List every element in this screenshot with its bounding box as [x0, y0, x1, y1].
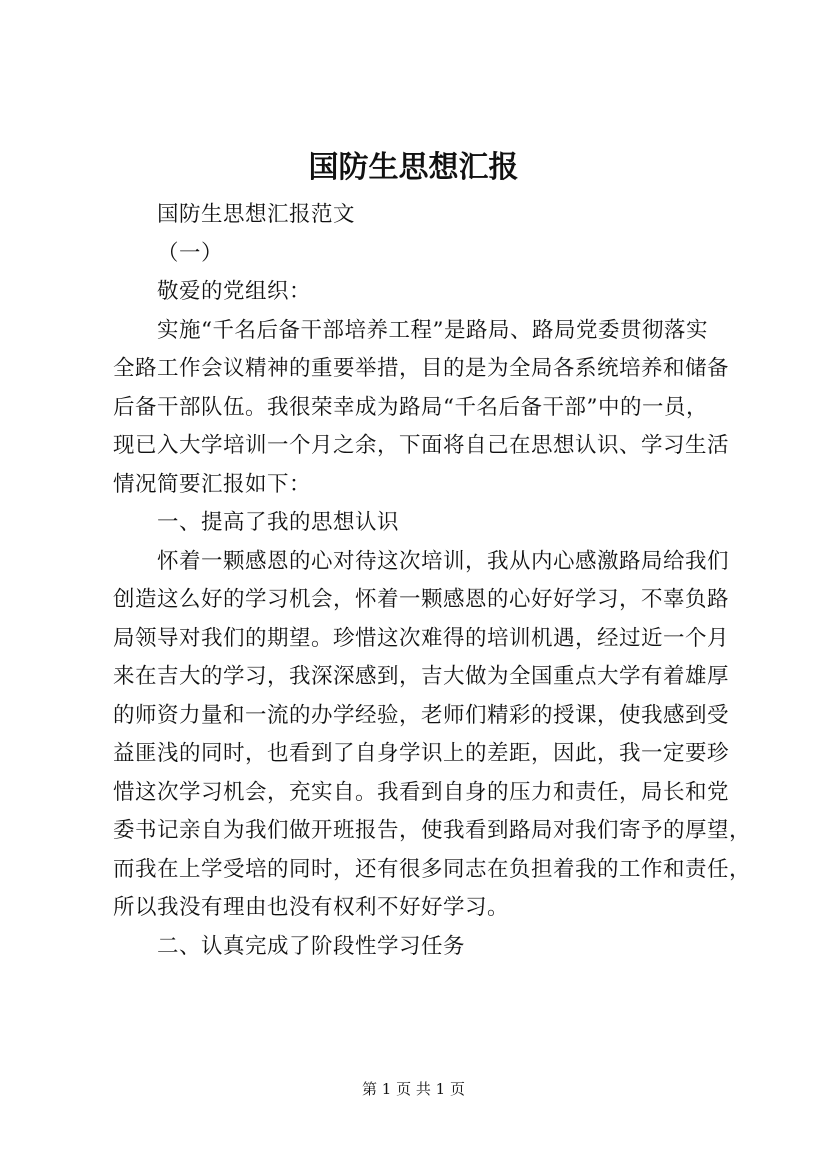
body-line: 后备干部队伍。我很荣幸成为路局“千名后备干部”中的一员，: [113, 394, 708, 420]
body-line: 委书记亲自为我们做开班报告，使我看到路局对我们寄予的厚望，: [113, 818, 752, 843]
body-line: 敬爱的党组织：: [157, 279, 312, 304]
page-footer: 第 1 页 共 1 页: [362, 1080, 465, 1098]
body-line: 而我在上学受培的同时，还有很多同志在负担着我的工作和责任，: [113, 856, 752, 882]
body-line: 惜这次学习机会，充实自。我看到自身的压力和责任，局长和党: [113, 779, 730, 805]
body-line: 创造这么好的学习机会，怀着一颗感恩的心好好学习，不辜负路: [113, 587, 730, 612]
body-line: 实施“千名后备干部培养工程”是路局、路局党委贯彻落实: [157, 317, 708, 343]
body-line: 现已入大学培训一个月之余，下面将自己在思想认识、学习生活: [113, 433, 730, 458]
body-line: （一）: [157, 240, 224, 266]
body-line: 全路工作会议精神的重要举措，目的是为全局各系统培养和储备: [113, 356, 730, 381]
body-line: 情况简要汇报如下：: [113, 471, 312, 497]
body-line: 一、提高了我的思想认识: [157, 510, 400, 535]
body-line: 国防生思想汇报范文: [157, 202, 356, 227]
body-line: 益匪浅的同时，也看到了自身学识上的差距，因此，我一定要珍: [113, 741, 730, 766]
body-line: 来在吉大的学习，我深深感到，吉大做为全国重点大学有着雄厚: [113, 664, 730, 689]
body-line: 所以我没有理由也没有权利不好好学习。: [113, 895, 510, 920]
body-line: 局领导对我们的期望。珍惜这次难得的培训机遇，经过近一个月: [113, 625, 730, 651]
document-body: [113, 196, 752, 966]
body-line: 二、认真完成了阶段性学习任务: [157, 933, 466, 959]
document-title: 国防生思想汇报: [308, 150, 519, 185]
body-line: 的师资力量和一流的办学经验，老师们精彩的授课，使我感到受: [113, 702, 730, 728]
body-line: 怀着一颗感恩的心对待这次培训，我从内心感激路局给我们: [157, 548, 730, 574]
